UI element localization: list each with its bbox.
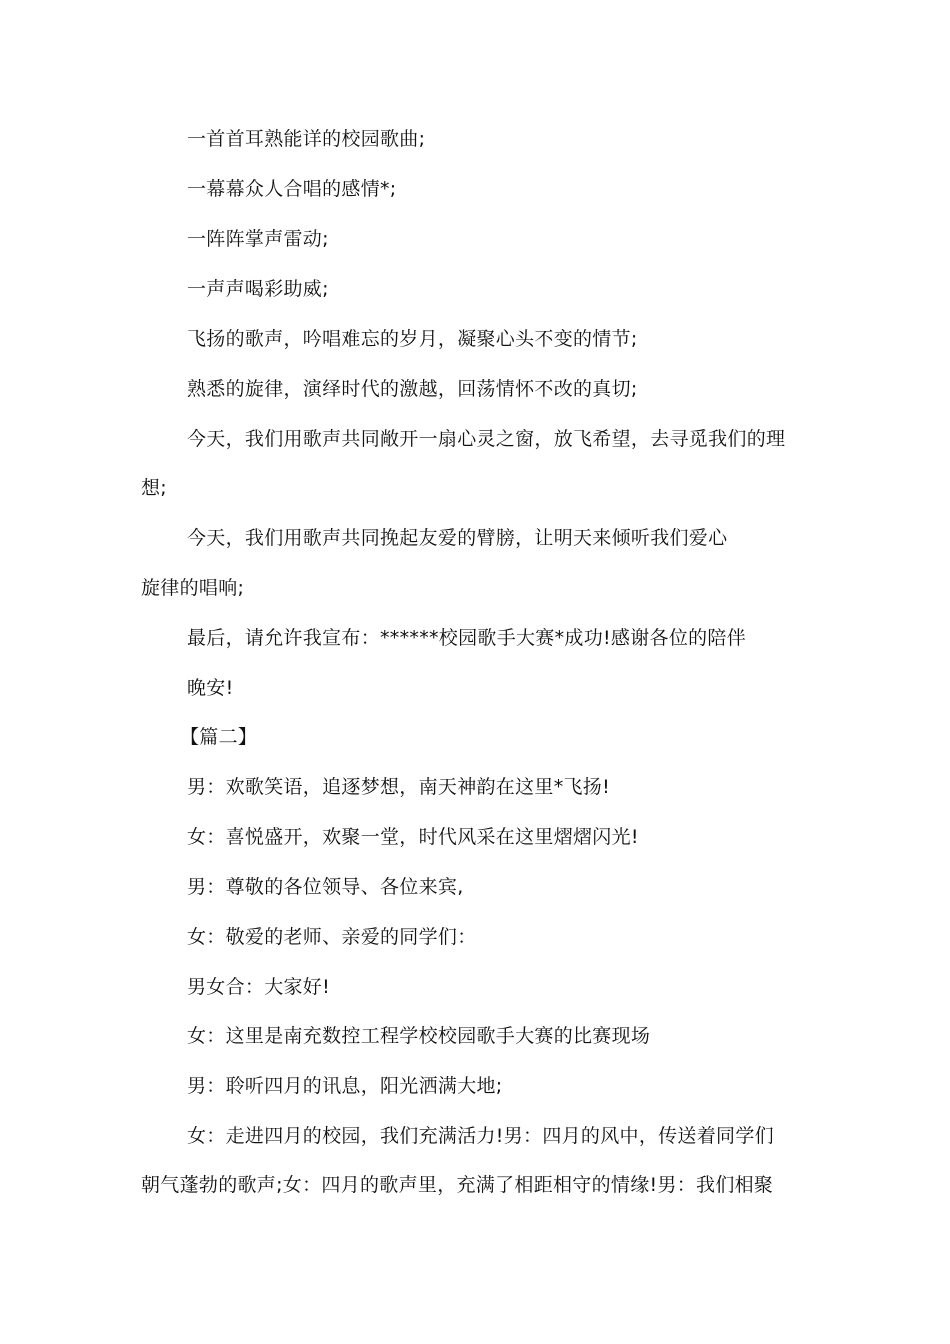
text-line: 一阵阵掌声雷动; [187,228,329,250]
text-line: 一首首耳熟能详的校园歌曲; [187,128,426,150]
text-line: 一声声喝彩助威; [187,278,329,300]
text-line: 一幕幕众人合唱的感情*; [187,178,397,200]
text-line: 女：喜悦盛开，欢聚一堂，时代风采在这里熠熠闪光! [187,826,639,848]
text-line: 女：走进四月的校园，我们充满活力!男：四月的风中，传送着同学们 [187,1125,774,1147]
text-line: 男：尊敬的各位领导、各位来宾, [187,876,464,898]
text-line: 女：敬爱的老师、亲爱的同学们： [187,926,477,948]
text-line: 男女合：大家好! [187,976,331,998]
text-line: 旋律的唱响; [141,577,245,599]
text-line: 最后，请允许我宣布：******校园歌手大赛*成功!感谢各位的陪伴 [187,627,747,649]
text-line: 今天，我们用歌声共同挽起友爱的臂膀，让明天来倾听我们爱心 [187,527,728,549]
text-line: 朝气蓬勃的歌声;女：四月的歌声里，充满了相距相守的情缘!男：我们相聚 [141,1174,774,1196]
text-line: 飞扬的歌声，吟唱难忘的岁月，凝聚心头不变的情节; [187,328,638,350]
text-line: 女：这里是南充数控工程学校校园歌手大赛的比赛现场 [187,1025,651,1047]
section-heading: 【篇二】 [180,726,258,748]
text-line: 男：聆听四月的讯息，阳光洒满大地; [187,1075,503,1097]
text-line: 熟悉的旋律，演绎时代的激越，回荡情怀不改的真切; [187,378,638,400]
text-line: 今天，我们用歌声共同敞开一扇心灵之窗，放飞希望，去寻觅我们的理 [187,428,786,450]
text-line: 男：欢歌笑语，追逐梦想，南天神韵在这里*飞扬! [187,776,611,798]
text-line: 晚安! [187,677,234,699]
text-line: 想; [141,477,168,499]
